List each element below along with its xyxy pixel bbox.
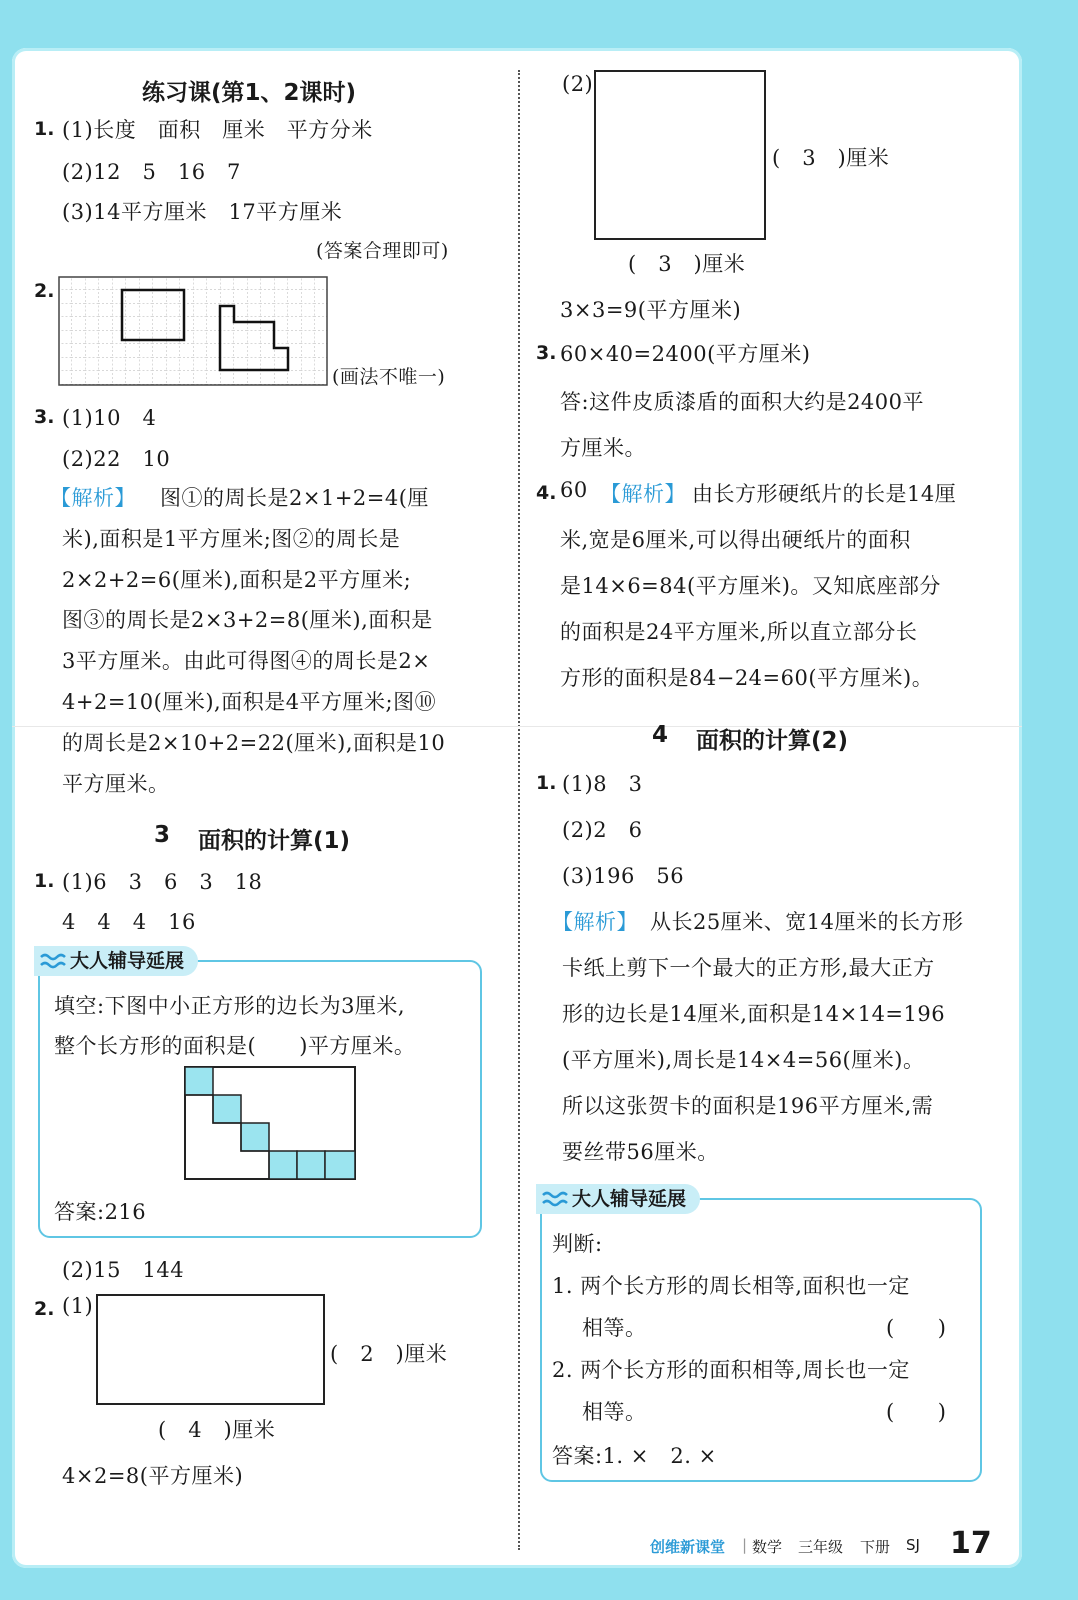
note-text: (答案合理即可) xyxy=(316,240,449,262)
question-number: 2. xyxy=(34,1298,55,1320)
question-number: 1. xyxy=(536,772,557,794)
question-number: 1. xyxy=(34,870,55,892)
section-title: 面积的计算(2) xyxy=(696,728,849,754)
box-text: 2. 两个长方形的面积相等,周长也一定 xyxy=(552,1358,910,1382)
box-text: 相等。 xyxy=(582,1400,647,1424)
answer-line: (2)22 10 xyxy=(62,447,171,471)
analysis-line: 图③的周长是2×3+2=8(厘米),面积是 xyxy=(62,608,433,632)
question-number: 3. xyxy=(536,342,557,364)
column-divider xyxy=(518,70,520,1550)
calculation-line: 4×2=8(平方厘米) xyxy=(62,1464,244,1488)
analysis-line: 2×2+2=6(厘米),面积是2平方厘米; xyxy=(62,568,412,592)
answer-line: (1)8 3 xyxy=(562,772,643,796)
footer-brand: 创维新课堂 xyxy=(650,1538,726,1556)
analysis-line: 是14×6=84(平方厘米)。又知底座部分 xyxy=(560,574,941,598)
calculation-line: 3×3=9(平方厘米) xyxy=(560,298,742,322)
section-title-practice: 练习课(第1、2课时) xyxy=(142,80,357,106)
staircase-squares-figure xyxy=(184,1066,358,1182)
answer-value: 60 xyxy=(560,478,588,502)
box-text: 填空:下图中小正方形的边长为3厘米, xyxy=(54,994,406,1018)
judge-blank: ( ) xyxy=(886,1400,947,1424)
decorative-wave-border xyxy=(1008,0,1078,1600)
tutor-extension-title: 大人辅导延展 xyxy=(572,1188,687,1210)
box-text: 1. 两个长方形的周长相等,面积也一定 xyxy=(552,1274,910,1298)
analysis-line: 由长方形硬纸片的长是14厘 xyxy=(692,482,957,506)
page-number: 17 xyxy=(950,1526,992,1561)
section-number: 3 xyxy=(154,822,171,848)
section-title: 面积的计算(1) xyxy=(198,828,351,854)
footer-grade: 三年级 xyxy=(798,1538,844,1556)
section-number: 4 xyxy=(652,722,669,748)
analysis-tag: 【解析】 xyxy=(552,910,638,934)
answer-line: (2)15 144 xyxy=(62,1258,185,1282)
answer-line: (1)长度 面积 厘米 平方分米 xyxy=(62,118,373,142)
analysis-line: 要丝带56厘米。 xyxy=(562,1140,719,1164)
sub-label: (1) xyxy=(62,1294,94,1318)
analysis-line: 卡纸上剪下一个最大的正方形,最大正方 xyxy=(562,956,935,980)
box-text: 相等。 xyxy=(582,1316,647,1340)
tutor-extension-header xyxy=(34,946,198,976)
sub-label: (2) xyxy=(562,72,594,96)
box-answer: 答案:1. × 2. × xyxy=(552,1444,717,1468)
analysis-line: 形的边长是14厘米,面积是14×14=196 xyxy=(562,1002,946,1026)
answer-line: (1)6 3 6 3 18 xyxy=(62,870,263,894)
analysis-line: 所以这张贺卡的面积是196平方厘米,需 xyxy=(562,1094,934,1118)
question-number: 3. xyxy=(34,406,55,428)
bottom-length-label: ( 4 )厘米 xyxy=(158,1418,276,1442)
square-figure xyxy=(594,70,768,242)
wave-icon xyxy=(40,951,66,971)
question-number: 1. xyxy=(34,118,55,140)
box-text: 整个长方形的面积是( )平方厘米。 xyxy=(54,1034,416,1058)
grid-drawing xyxy=(58,276,328,386)
analysis-line: 的面积是24平方厘米,所以直立部分长 xyxy=(560,620,918,644)
analysis-tag: 【解析】 xyxy=(600,482,686,506)
analysis-line: (平方厘米),周长是14×4=56(厘米)。 xyxy=(562,1048,925,1072)
side-length-label: ( 2 )厘米 xyxy=(330,1342,448,1366)
rectangle-figure xyxy=(96,1294,326,1406)
analysis-line: 米),面积是1平方厘米;图②的周长是 xyxy=(62,527,401,551)
question-number: 4. xyxy=(536,482,557,504)
answer-line: (3)196 56 xyxy=(562,864,685,888)
answer-line: 方厘米。 xyxy=(560,436,646,460)
footer-edition: SJ xyxy=(906,1536,920,1554)
judge-blank: ( ) xyxy=(886,1316,947,1340)
answer-line: 答:这件皮质漆盾的面积大约是2400平 xyxy=(560,390,925,414)
analysis-line: 方形的面积是84−24=60(平方厘米)。 xyxy=(560,666,934,690)
analysis-tag: 【解析】 xyxy=(50,486,136,510)
answer-line: 60×40=2400(平方厘米) xyxy=(560,342,811,366)
tutor-extension-title: 大人辅导延展 xyxy=(70,950,185,972)
question-number: 2. xyxy=(34,280,55,302)
note-text: (画法不唯一) xyxy=(332,366,446,388)
analysis-line: 4+2=10(厘米),面积是4平方厘米;图⑩ xyxy=(62,690,437,714)
answer-line: (2)12 5 16 7 xyxy=(62,160,241,184)
bottom-length-label: ( 3 )厘米 xyxy=(628,252,746,276)
tutor-extension-header xyxy=(536,1184,700,1214)
answer-line: (2)2 6 xyxy=(562,818,643,842)
answer-line: (3)14平方厘米 17平方厘米 xyxy=(62,200,343,224)
analysis-line: 图①的周长是2×1+2=4(厘 xyxy=(160,486,429,510)
box-text: 判断: xyxy=(552,1232,603,1256)
analysis-line: 的周长是2×10+2=22(厘米),面积是10 xyxy=(62,731,446,755)
footer-volume: 下册 xyxy=(860,1538,891,1556)
wave-icon xyxy=(542,1189,568,1209)
answer-line: (1)10 4 xyxy=(62,406,157,430)
box-answer: 答案:216 xyxy=(54,1200,147,1224)
side-length-label: ( 3 )厘米 xyxy=(772,146,890,170)
answer-line: 4 4 4 16 xyxy=(62,910,196,934)
analysis-line: 平方厘米。 xyxy=(62,772,170,796)
footer-subject: 数学 xyxy=(752,1538,783,1556)
analysis-line: 米,宽是6厘米,可以得出硬纸片的面积 xyxy=(560,528,911,552)
footer-separator: | xyxy=(742,1536,748,1554)
analysis-line: 3平方厘米。由此可得图④的周长是2× xyxy=(62,649,431,673)
analysis-line: 从长25厘米、宽14厘米的长方形 xyxy=(650,910,964,934)
